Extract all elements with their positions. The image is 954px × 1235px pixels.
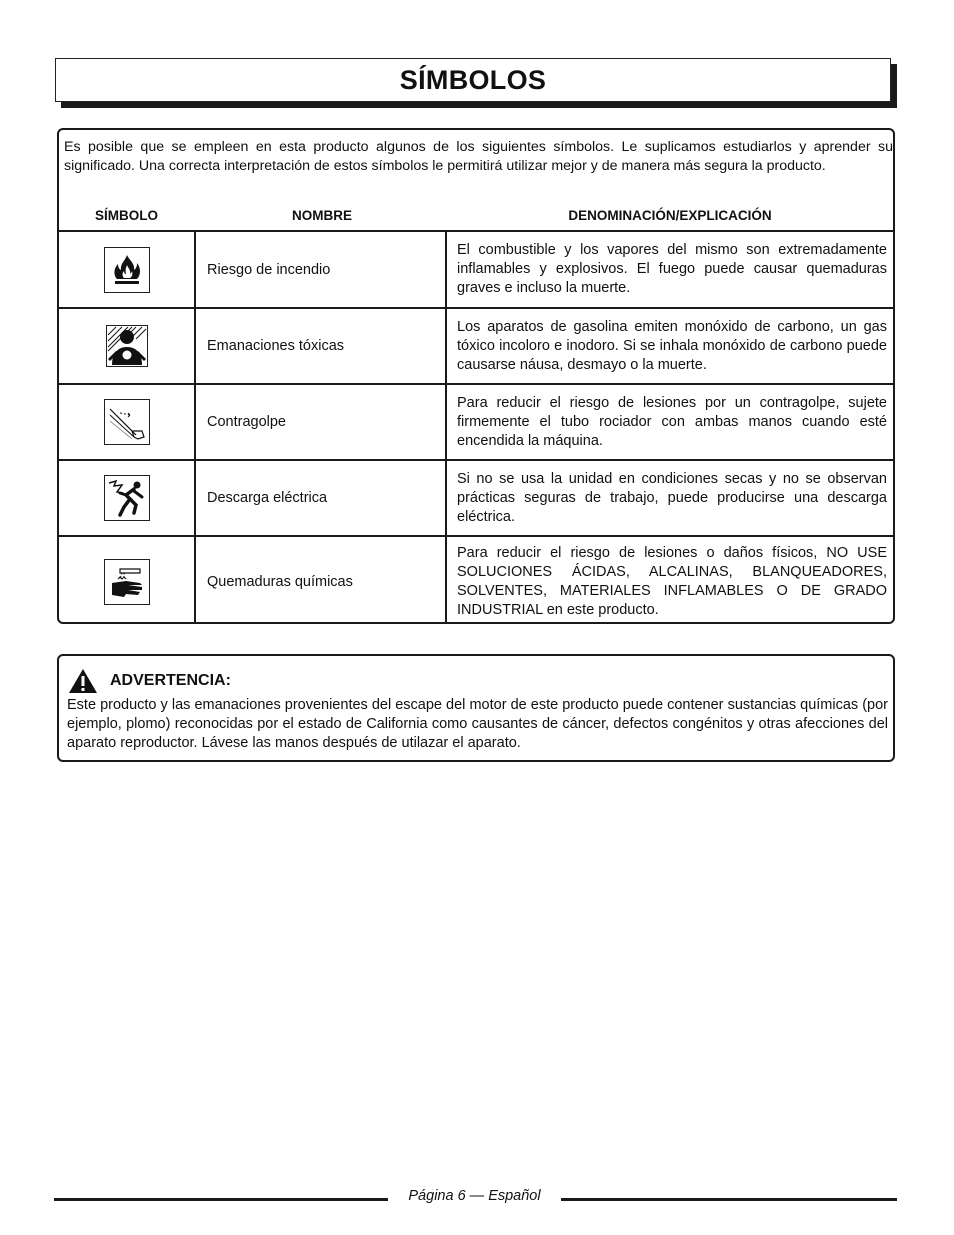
intro-paragraph: Es posible que se empleen en esta producto algunos de los siguientes símbolos. Le suplicamos estudiarlos y aprender su significado. Una correcta interpretación de estos símbolos le permitirá utilizar mejor y de manera más segura la producto. (64, 139, 893, 174)
header-name: NOMBRE (292, 208, 352, 223)
warning-body: Este producto y las emanaciones provenientes del escape del motor de este producto puede contener sustancias químicas (por ejemplo, plomo) reconocidas por el estado de California como causantes de cáncer, defectos congénitos y otras afecciones del aparato reproductor. Lávese las manos después de utilazar el aparato. (67, 697, 888, 751)
warning-title: ADVERTENCIA: (110, 672, 231, 689)
symbols-panel (57, 128, 895, 624)
symbol-cell (59, 232, 196, 307)
symbol-description: El combustible y los vapores del mismo son extremadamente inflamables y explosivos. El fuego puede causar quemaduras graves e incluso la muerte. (457, 242, 887, 296)
footer-rule-right (561, 1198, 897, 1201)
kickback-icon (104, 399, 150, 445)
warning-heading (68, 668, 231, 694)
table-row (59, 383, 895, 459)
symbol-name: Contragolpe (196, 385, 447, 459)
symbol-cell (59, 537, 196, 624)
symbol-name: Quemaduras químicas (196, 537, 447, 624)
electric-shock-icon (104, 475, 150, 521)
header-symbol: SÍMBOLO (95, 208, 158, 223)
page-title: SÍMBOLOS (399, 64, 547, 95)
symbol-cell (59, 385, 196, 459)
page-footer: Página 6 — Español (408, 1188, 541, 1204)
symbol-description: Si no se usa la unidad en condiciones secas y no se observan prácticas seguras de trabajo, puede producirse una descarga eléctrica. (457, 470, 887, 525)
header-description: DENOMINACIÓN/EXPLICACIÓN (568, 208, 772, 223)
table-row (59, 307, 895, 383)
warning-triangle-icon (68, 668, 98, 694)
warning-panel (57, 654, 895, 762)
symbol-description: Los aparatos de gasolina emiten monóxido de carbono, un gas tóxico incoloro e inodoro. Si se inhala monóxido de carbono puede causarse náusa, desmayo o la muerte. (457, 318, 887, 373)
toxic-fumes-icon (104, 323, 150, 369)
footer-rule-left (54, 1198, 388, 1201)
symbol-description: Para reducir el riesgo de lesiones por un contragolpe, sujete firmemente el tubo rociador con ambas manos cuando esté encendida la máquina. (457, 394, 887, 449)
title-banner (55, 58, 891, 102)
fire-hazard-icon (104, 247, 150, 293)
symbol-name: Descarga eléctrica (196, 461, 447, 535)
symbol-cell (59, 309, 196, 383)
symbol-name: Riesgo de incendio (196, 232, 447, 307)
table-row (59, 459, 895, 535)
symbol-cell (59, 461, 196, 535)
symbol-description: Para reducir el riesgo de lesiones o daños físicos, NO USE SOLUCIONES ÁCIDAS, ALCALINAS, BLANQUEADORES, SOLVENTES, MATERIALES INFLAMABLES O DE GRADO INDUSTRIAL en este producto. (457, 544, 887, 618)
symbol-name: Emanaciones tóxicas (196, 309, 447, 383)
chemical-burn-icon (104, 559, 150, 605)
table-row (59, 230, 895, 307)
table-row (59, 535, 895, 624)
